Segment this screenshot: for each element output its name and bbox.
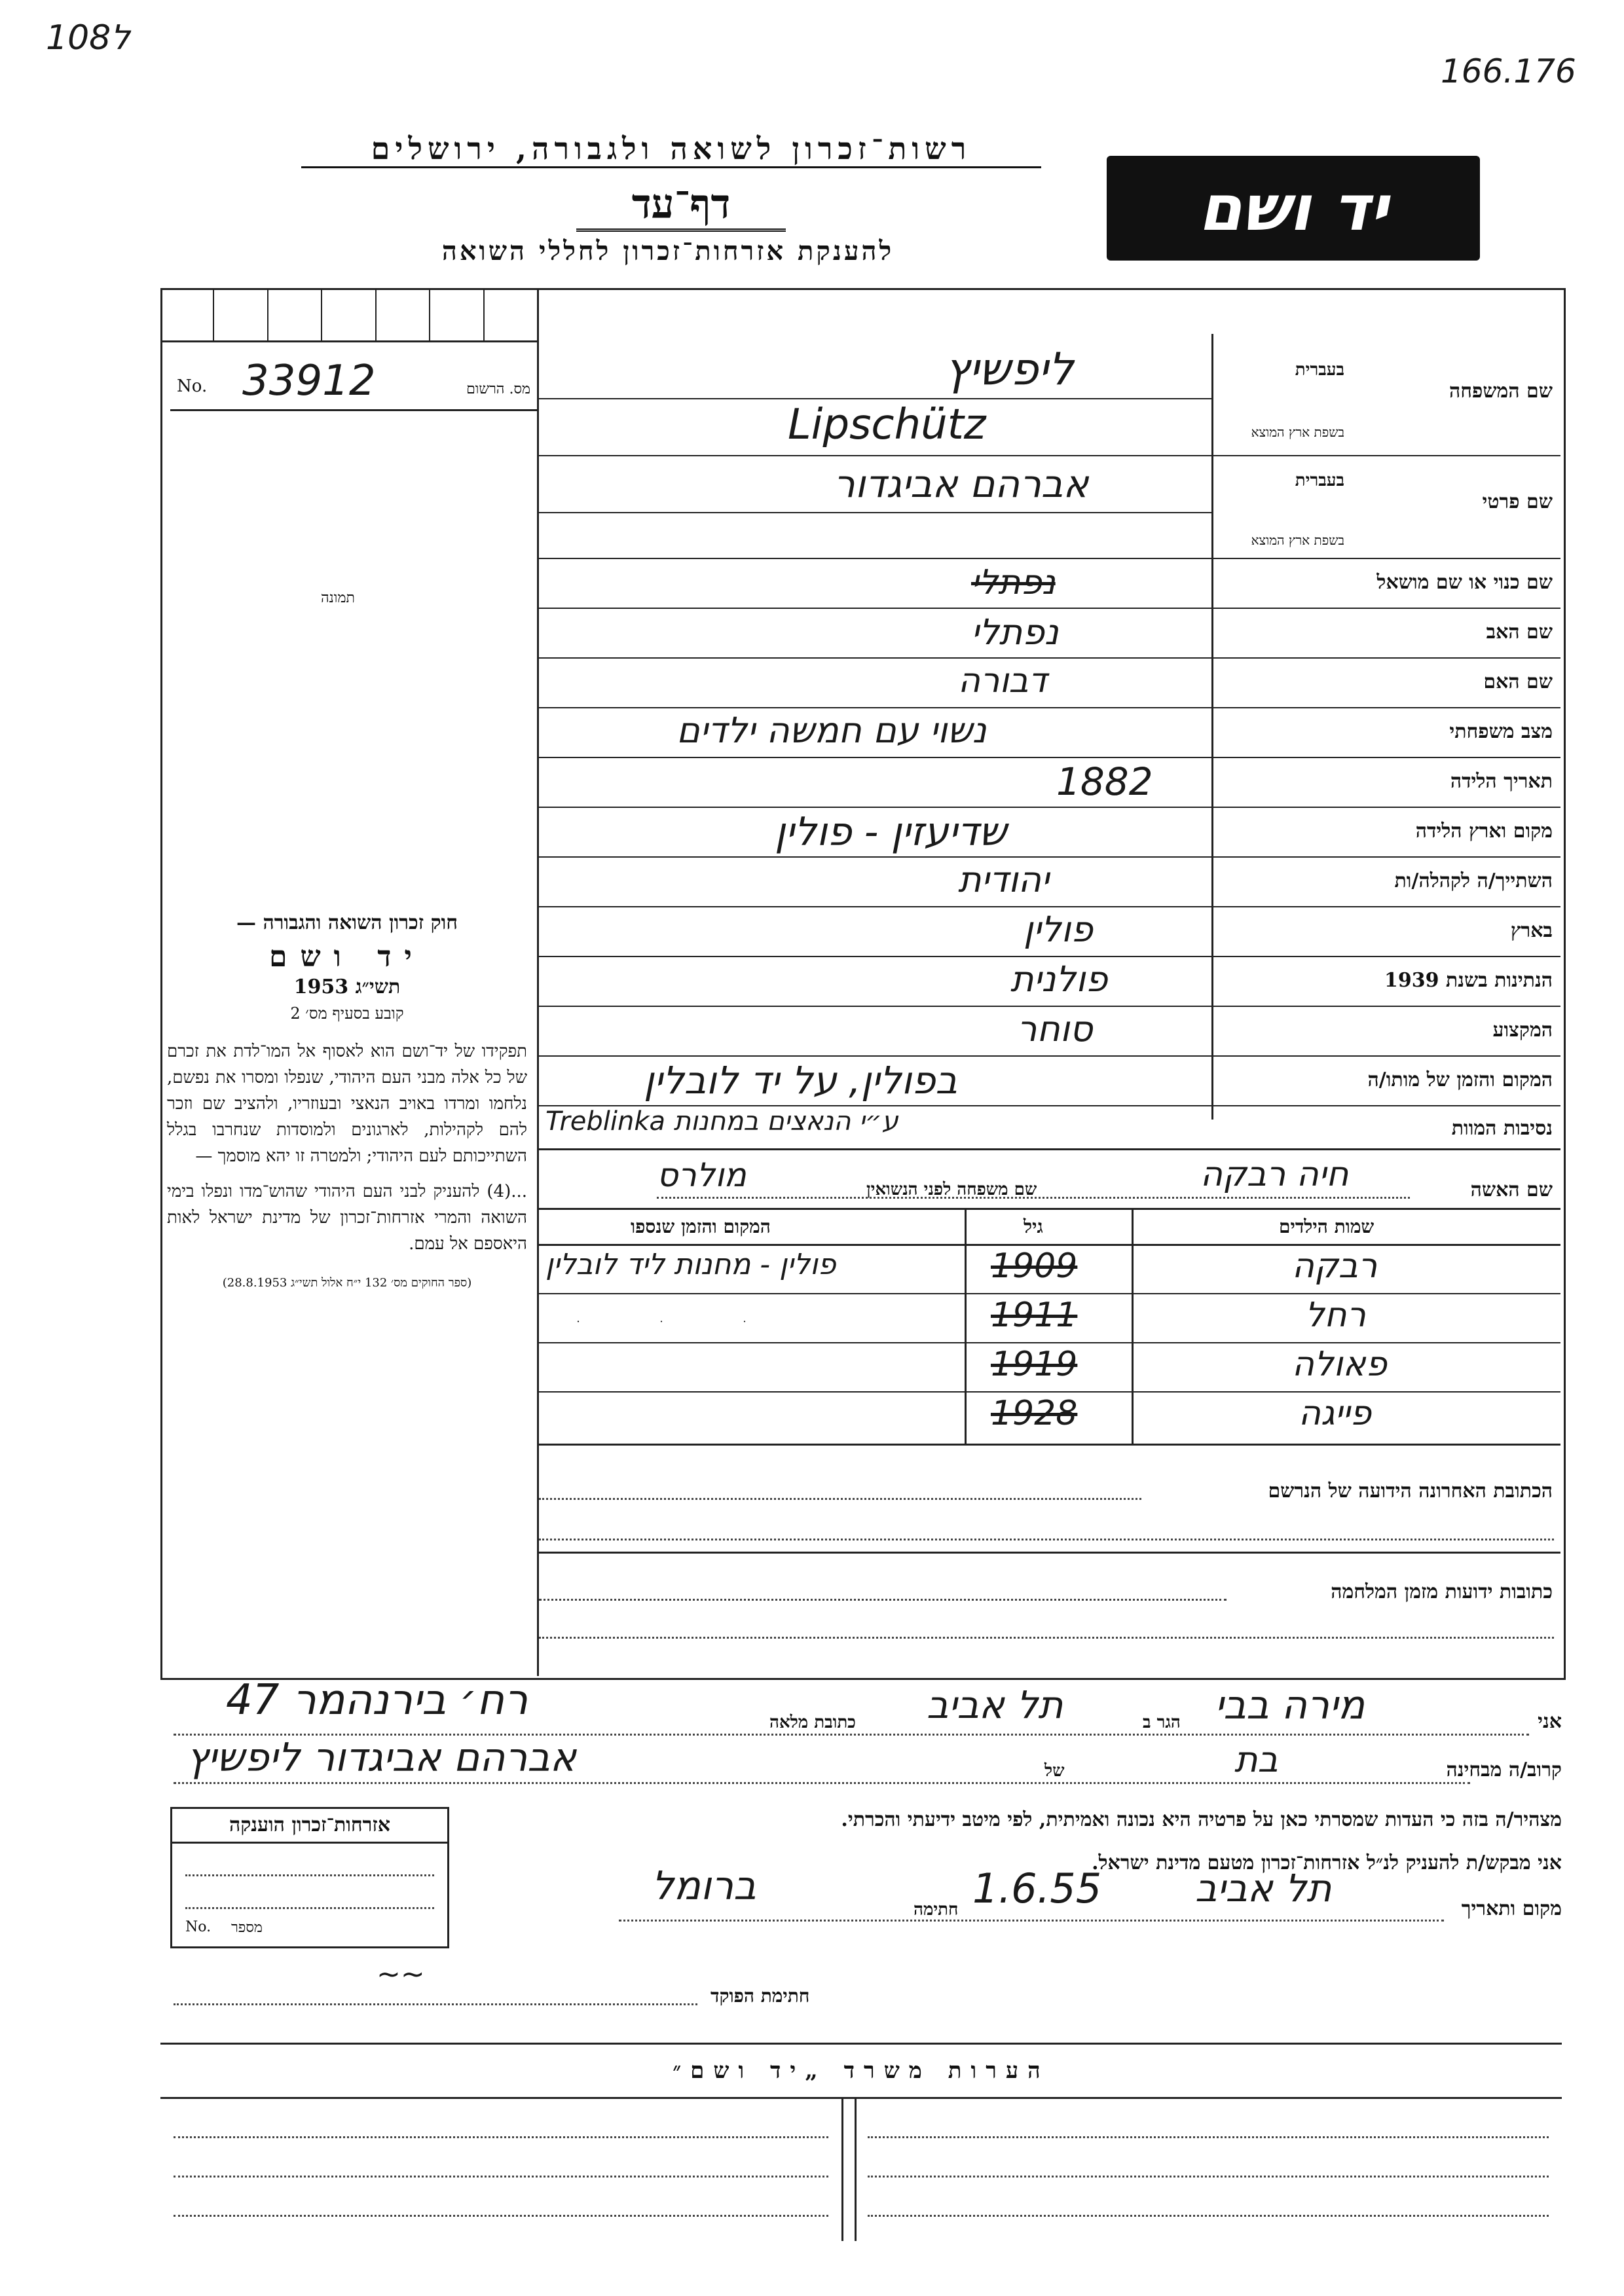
citizenship-box: אזרחות־זכרון הוענקה No. מספר (170, 1807, 449, 1948)
notes-section (160, 2043, 1562, 2241)
field-row: נסיבות המוות ע״י הנאצים במחנות Treblinka (539, 1106, 1560, 1150)
fields-table (539, 340, 1560, 1150)
place-value: תל אביב (1195, 1866, 1332, 1910)
spouse-maiden: מולרס (657, 1156, 747, 1194)
law-year: תשי״ג 1953 (293, 975, 401, 998)
last-address-row: הכתובת האחרונה הידועה של הנרשם (539, 1467, 1560, 1554)
family-name-origin: Lipschütz (788, 401, 986, 449)
law-source: (ספר החוקים מס׳ 132 י״ח אלול תשי״ג 28.8.1953) (222, 1276, 472, 1290)
signature: ברומל (652, 1863, 756, 1909)
law-text-2: ...(4) להעניק לבני העם היהודי שהוש־מדו ונפלו בימי השואה והמרי אזרחות־זכרון של מדינת ישראל לאות היאספם אל עמם. (167, 1182, 527, 1254)
yad-vashem-logo (1107, 156, 1480, 261)
registration-number: 33912 (242, 357, 376, 405)
table-row: רחל 1911 (539, 1293, 1560, 1343)
field-row: תאריך הלידה 1882 (539, 758, 1560, 808)
spouse-row: שם האשה חיה רבקה שם משפחה לפני הנשואין מולרס (539, 1152, 1560, 1210)
corner-mark-right: 166.176 (1441, 52, 1576, 90)
law-section (167, 910, 527, 1296)
field-row: בארץ פולין (539, 907, 1560, 957)
law-name: יד ושם (269, 940, 425, 974)
field-row: מקום וארץ הלידה שדיעזין - פולין (539, 808, 1560, 858)
law-heading: חוק זכרון השואה והגבורה — (236, 911, 458, 934)
field-row: שם פרטי בעברית בשפת ארץ המוצא אברהם אביגדור (539, 456, 1560, 559)
field-row: שם כנוי או שם מושאל נפתלי (539, 559, 1560, 609)
law-clause: קובע בסעיף מס׳ 2 (290, 1004, 404, 1023)
table-row: פאולה 1919 (539, 1342, 1560, 1393)
field-row: שם האם דבורה (539, 659, 1560, 708)
declarant-name: מירה בבי (1215, 1683, 1365, 1728)
law-text-1: תפקידו של יד־ושם הוא לאסוף אל המו־לדת את זכרם של כל אלה מבני העם היהודי, שנפלו ומסרו את נפשם, נלחמו ומרדו באויב הנאצי ובעוזריו, ולהציב שם וזכר להם לקהילות, לארגונים ולמוסדות שנחרבו בגלל השתייכותם לעם היהודי; ולמטרה זו יהא מוסמך — (167, 1042, 527, 1166)
field-row: השתייך/ה לקהלה/ות יהודית (539, 858, 1560, 907)
victim-name: אברהם אביגדור ליפשיץ (187, 1735, 577, 1781)
form-title: דף־עד (576, 180, 786, 232)
registry-boxes (160, 288, 537, 342)
field-row: המקום והזמן של מותו/ה בפולין, על יד לובלין (539, 1057, 1560, 1106)
logo-text: יד ושם (1198, 172, 1388, 245)
notes-title: הערות משרד „יד ושם״ (673, 2058, 1050, 2084)
children-table: שמות הילדים גיל המקום והזמן שנספו רבקה 1909 פולין - מחנות ליד לובלין רחל 1911 פאולה 1919 פייגה 1928 ׄ ׄ ׄ ׄ (539, 1208, 1560, 1446)
table-row: פייגה 1928 (991, 1394, 1372, 1433)
declaration-section: אני מירה בבי הגר ב תל אביב כתובת מלאה רח׳ בירנהמר 47 קרוב/ה מבחינה בת של אברהם אביגדור ליפשיץ מצהיר/ה בזה כי העדות שמסרתי כאן על פרטיה היא נכונה ואמיתית, לפי מיטב ידיעתי והכרתי. אני מבקש/ת להעניק לנ״ל אזרחות־זכרון מטעם מדינת ישראל. מקום ותאריך תל אביב 1.6.55 חתימה ברומל חתימת הפוקד ~~ (160, 1676, 1562, 2043)
table-row: רבקה 1909 פולין - מחנות ליד לובלין (539, 1244, 1560, 1294)
first-name-hebrew: אברהם אביגדור (834, 462, 1089, 506)
registration-no: No. 33912 מס. הרשום (170, 357, 537, 411)
war-address-row: כתובות ידועות מזמן המלחמה (539, 1565, 1560, 1650)
field-row: שם האב נפתלי (539, 609, 1560, 659)
corner-mark-left: 108ל (46, 18, 130, 58)
field-row: המקצוע סוחר (539, 1007, 1560, 1057)
field-row: מצב משפחתי נשוי עם חמשה ילדים (539, 708, 1560, 758)
field-row: שם המשפחה בעברית בשפת ארץ המוצא ליפשיץ Lipschütz (539, 340, 1560, 456)
photo-label: תמונה (321, 590, 355, 606)
declarant-address: רח׳ בירנהמר 47 (226, 1676, 528, 1724)
officer-signature: ~~ (377, 1958, 425, 1991)
authority-title: רשות־זכרון לשואה ולגבורה, ירושלים (301, 131, 1041, 168)
field-row: הנתינות בשנת 1939 פולנית (539, 957, 1560, 1007)
declarant-city: תל אביב (927, 1683, 1063, 1727)
relation: בת (1234, 1739, 1278, 1780)
spouse-name: חיה רבקה (1200, 1155, 1349, 1194)
family-name-hebrew: ליפשיץ (945, 344, 1074, 395)
date-value: 1.6.55 (972, 1865, 1102, 1912)
form-subtitle: להענקת אזרחות־זכרון לחללי השואה (441, 236, 895, 266)
